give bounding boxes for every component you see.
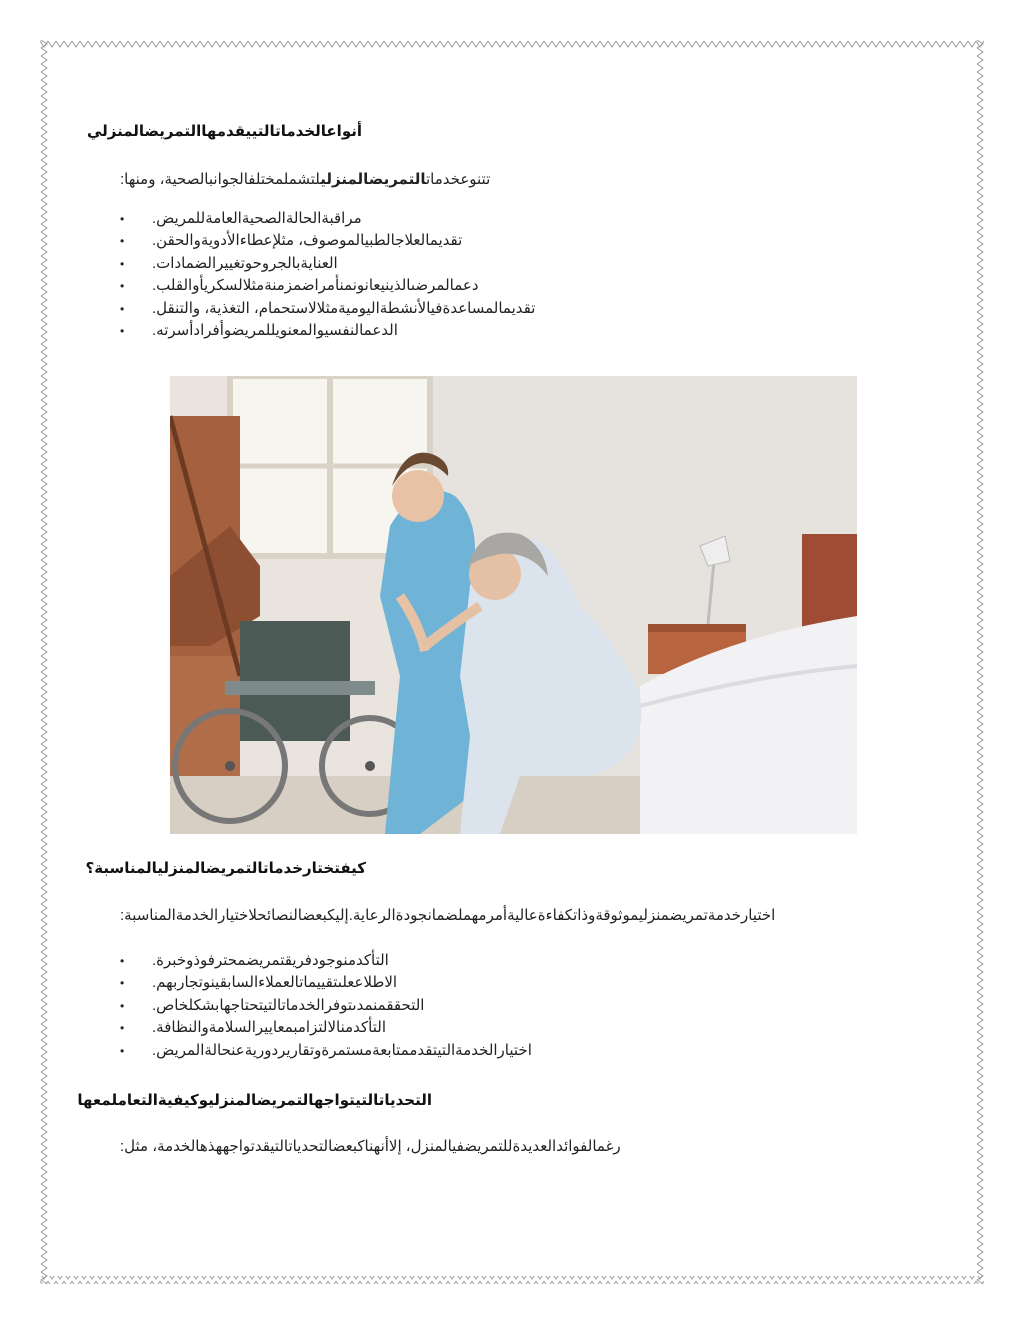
list-item-text: العنايةبالجروحوتغييرالضمادات.	[152, 254, 338, 272]
nurse-assisting-patient-photo	[170, 376, 857, 834]
bullet-glyph: •	[120, 1021, 125, 1036]
bullet-glyph: •	[120, 301, 125, 316]
list-item-text: الدعمالنفسيوالمعنويللمريضوأفرادأسرته.	[152, 321, 398, 339]
photo-illustration	[170, 376, 857, 834]
bullet-glyph: •	[120, 954, 125, 968]
list-item	[120, 1017, 572, 1039]
list-item-text: دعمالمرضىالذينيعانونمنأمراضمزمنةمثلالسكريأوالقلب.	[152, 277, 479, 295]
intro-bold-term: التمريضالمنزلي	[320, 171, 426, 188]
section1-intro	[120, 170, 534, 188]
list-item	[120, 230, 572, 252]
section1-heading: أنواعالخدماتالتييقدمهاالتمريضالمنزلي	[86, 123, 362, 140]
bullet-glyph: •	[120, 256, 125, 271]
list-item-text: التحققمنمدىتوفرالخدماتالتيتحتاجهابشكلخاص.	[152, 996, 425, 1014]
list-item-text: اختيارالخدمةالتيتقدممتابعةمستمرةوتقاريردوريةعنحالةالمريض.	[152, 1041, 532, 1059]
bullet-glyph: •	[120, 212, 125, 226]
list-item	[120, 320, 572, 342]
bullet-glyph: •	[120, 998, 125, 1013]
list-item-text: تقديمالمساعدةفيالأنشطةاليوميةمثلالاستحمام، التغذية، والتنقل.	[152, 299, 536, 317]
list-item-text: التأكدمنوجودفريقتمريضمحترفوذوخبرة.	[152, 952, 389, 969]
list-item-text: مراقبةالحالةالصحيةالعامةللمريض.	[152, 210, 362, 227]
list-item	[120, 298, 572, 320]
section3-intro: رغمالفوائدالعديدةللتمريضفيالمنزل، إلاأنهناكبعضالتحدياتالتيقدتواجههذهالخدمة، مثل:	[120, 1138, 621, 1155]
bullet-glyph: •	[120, 976, 125, 991]
section2-list	[120, 950, 572, 1062]
intro-prefix: تتنوعخدمات	[425, 171, 491, 188]
list-item	[120, 208, 572, 230]
list-item	[120, 1040, 572, 1062]
section2-heading: كيفتختارخدماتالتمريضالمنزليالمناسبة؟	[85, 860, 366, 877]
section3-heading: التحدياتالتيتواجهالتمريضالمنزليوكيفيةالتعاملمعها	[77, 1092, 432, 1109]
intro-suffix: لتشملمختلفالجوانبالصحية، ومنها:	[120, 171, 321, 188]
bullet-glyph: •	[120, 279, 125, 294]
bullet-glyph: •	[120, 234, 125, 249]
bullet-glyph: •	[120, 1043, 125, 1058]
section1-list	[120, 208, 572, 342]
list-item-text: تقديمالعلاجالطبيالموصوف، مثلإعطاءالأدويةوالحقن.	[152, 232, 463, 250]
list-item-text: التأكدمنالالتزامبمعاييرالسلامةوالنظافة.	[152, 1019, 387, 1037]
list-item	[120, 995, 572, 1017]
list-item	[120, 972, 572, 994]
list-item	[120, 275, 572, 297]
list-item	[120, 950, 572, 972]
section2-intro: اختيارخدمةتمريضمنزليموثوقةوذاتكفاءةعاليةأمرمهملضمانجودةالرعاية.إليكبعضالنصائحلاختيارالخدمةالمناسبة:	[120, 907, 776, 924]
list-item-text: الاطلاععلىتقييماتالعملاءالسابقينوتجاربهم.	[152, 974, 398, 992]
list-item	[120, 253, 572, 275]
bullet-glyph: •	[120, 323, 125, 338]
